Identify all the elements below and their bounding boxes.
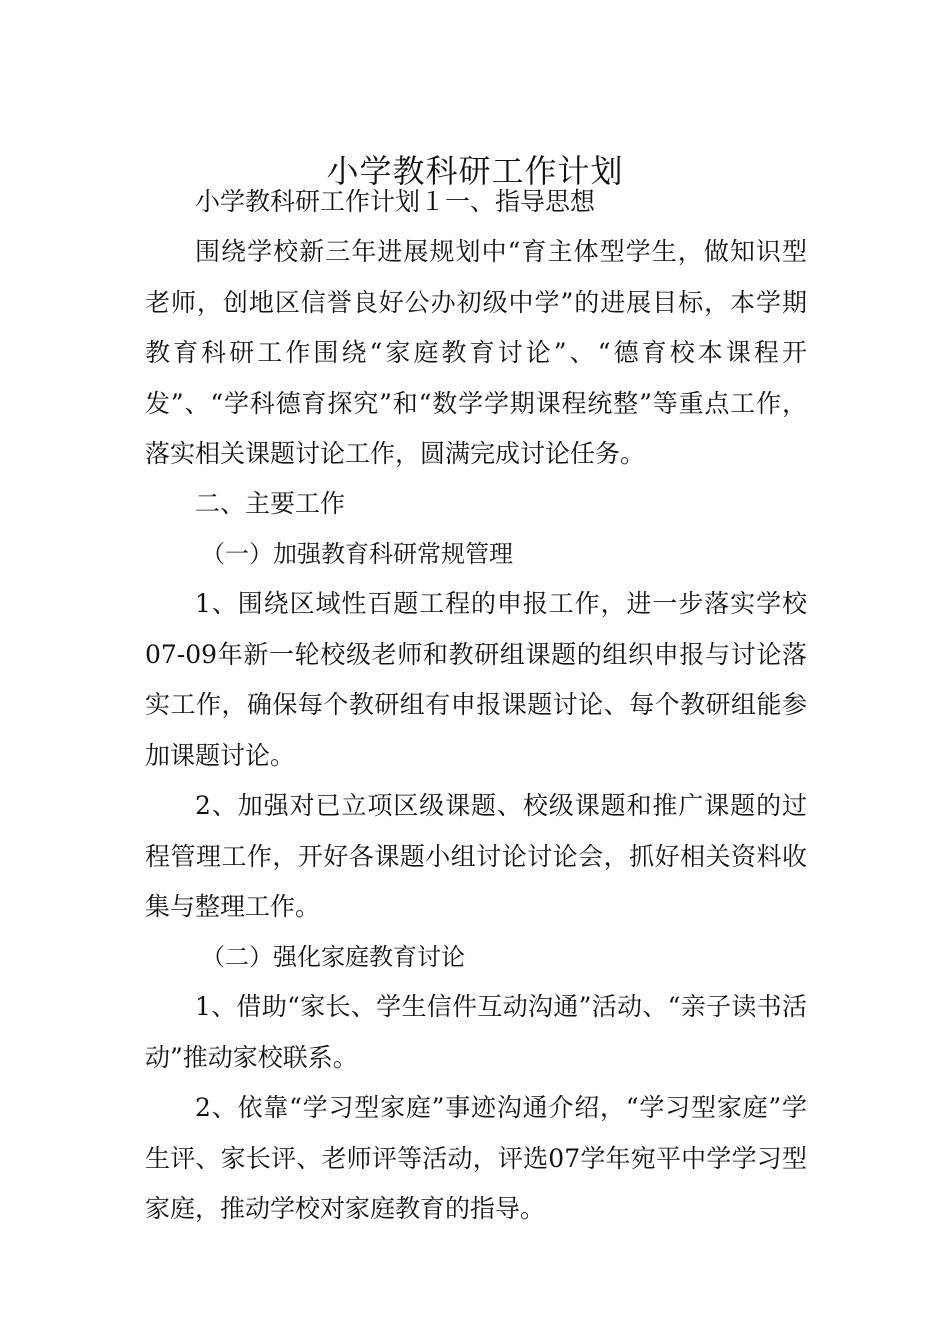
paragraph-item-2-learning-family: 2、依靠“学习型家庭”事迹沟通介绍，“学习型家庭”学生评、家长评、老师评等活动，评选07学年宛平中学学习型家庭，推动学校对家庭教育的指导。	[145, 1093, 807, 1223]
paragraph-item-2-process-management: 2、加强对已立项区级课题、校级课题和推广课题的过程管理工作，开好各课题小组讨论讨论会，抓好相关资料收集与整理工作。	[145, 791, 807, 921]
paragraph-intro-heading: 小学教科研工作计划１一、指导思想	[195, 187, 596, 216]
subsection-heading-family-education: （二）强化家庭教育讨论	[201, 943, 465, 971]
paragraph-item-1-home-school: 1、借助“家长、学生信件互动沟通”活动、“亲子读书活动”推动家校联系。	[145, 992, 807, 1072]
paragraph-guiding-thought: 围绕学校新三年进展规划中“育主体型学生，做知识型老师，创地区信誉良好公办初级中学”的进展目标，本学期教育科研工作围绕“家庭教育讨论”、“德育校本课程开发”、“学科德育探究”和“数学学期课程统整”等重点工作，落实相关课题讨论工作，圆满完成讨论任务。	[145, 237, 807, 468]
document-title: 小学教科研工作计划	[326, 152, 624, 191]
section-heading-main-work: 二、主要工作	[195, 489, 346, 518]
paragraph-item-1-project-application: 1、围绕区域性百题工程的申报工作，进一步落实学校07-09年新一轮校级老师和教研组课题的组织申报与讨论落实工作，确保每个教研组有申报课题讨论、每个教研组能参加课题讨论。	[145, 589, 807, 770]
subsection-heading-research-management: （一）加强教育科研常规管理	[201, 540, 513, 568]
